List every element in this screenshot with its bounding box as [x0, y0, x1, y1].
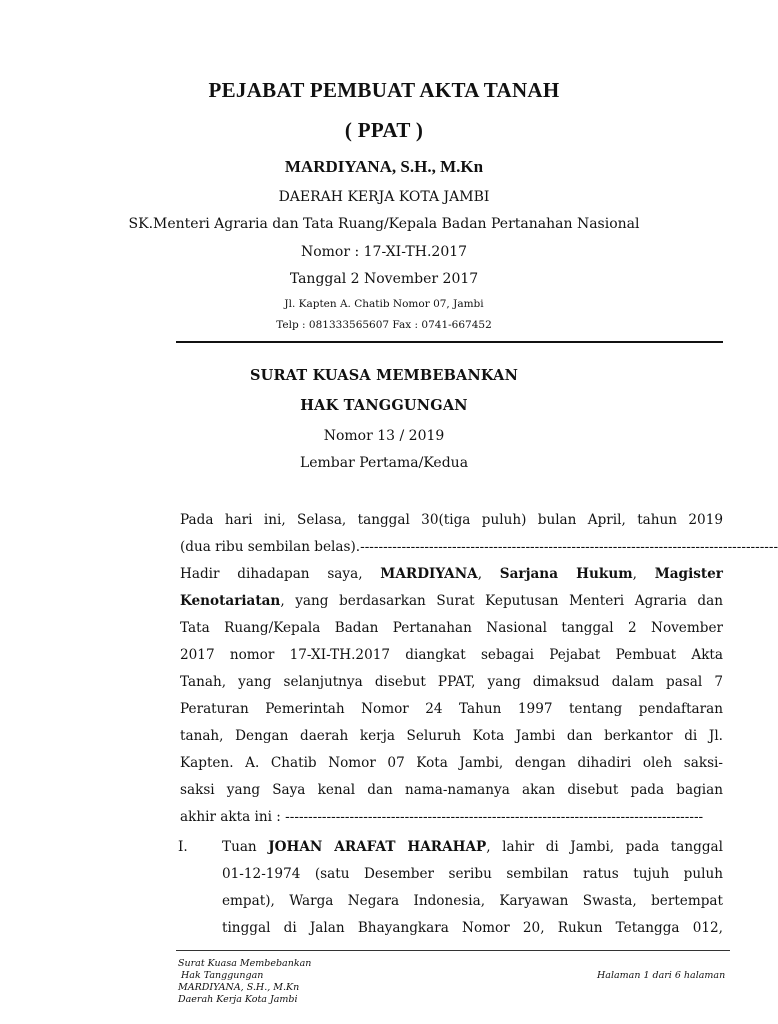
body-bold-title: Sarjana Hukum — [499, 566, 633, 582]
body-line: Peraturan Pemerintah Nomor 24 Tahun 1997 tentang pendaftaran — [180, 701, 723, 717]
party-name: JOHAN ARAFAT HARAHAP — [268, 839, 487, 855]
document-number: Nomor 13 / 2019 — [323, 428, 445, 444]
item-line: empat), Warga Negara Indonesia, Karyawan Swasta, bertempat — [222, 893, 723, 909]
body-text: , yang berdasarkan Surat Keputusan Menteri Agraria dan — [280, 593, 723, 609]
dash-filler: ------------------------------------------------------------------------------------------- — [285, 809, 704, 825]
body-text: akhir akta ini : — [180, 809, 286, 825]
header-divider — [176, 341, 723, 343]
body-line — [180, 561, 723, 588]
footer-work-area: Daerah Kerja Kota Jambi — [178, 994, 298, 1005]
body-bold-title: Magister — [654, 566, 723, 582]
item-line: tinggal di Jalan Bhayangkara Nomor 20, Rukun Tetangga 012, — [222, 920, 723, 936]
document-subtitle: HAK TANGGUNGAN — [300, 397, 468, 414]
footer-doc-title: Surat Kuasa Membebankan — [178, 958, 312, 969]
body-line: Tanah, yang selanjutnya disebut PPAT, yang dimaksud dalam pasal 7 — [180, 674, 723, 690]
body-text: , — [632, 566, 655, 582]
footer-divider — [176, 950, 730, 951]
body-line: Tata Ruang/Kepala Badan Pertanahan Nasional tanggal 2 November — [180, 620, 723, 636]
item-line: 01-12-1974 (satu Desember seribu sembilan ratus tujuh puluh — [222, 866, 723, 882]
body-line — [180, 534, 778, 561]
item-numeral: I. — [178, 839, 188, 855]
footer-doc-subtitle: Hak Tanggungan — [178, 970, 264, 981]
document-sheet: Lembar Pertama/Kedua — [299, 455, 469, 471]
body-line — [180, 588, 723, 615]
decree-number: Nomor : 17-XI-TH.2017 — [300, 244, 468, 260]
dash-filler: ------------------------------------------------------------------------------------------- — [360, 539, 778, 555]
work-area: DAERAH KERJA KOTA JAMBI — [278, 189, 490, 205]
document-title: SURAT KUASA MEMBEBANKAN — [249, 367, 519, 384]
body-text: Hadir dihadapan saya, — [180, 566, 381, 582]
footer-official-name: MARDIYANA, S.H., M.Kn — [178, 982, 300, 993]
official-name: MARDIYANA, S.H., M.Kn — [284, 157, 484, 176]
office-title: PEJABAT PEMBUAT AKTA TANAH — [208, 78, 560, 102]
footer-page-number: Halaman 1 dari 6 halaman — [597, 970, 726, 981]
office-contact: Telp : 081333565607 Fax : 0741-667452 — [276, 319, 492, 331]
body-line: tanah, Dengan daerah kerja Seluruh Kota Jambi dan berkantor di Jl. — [180, 728, 723, 744]
body-line — [180, 804, 723, 831]
item-text: , lahir di Jambi, pada tanggal — [486, 839, 723, 855]
body-text: (dua ribu sembilan belas). — [180, 539, 361, 555]
item-text: Tuan — [222, 839, 269, 855]
body-line: Pada hari ini, Selasa, tanggal 30(tiga puluh) bulan April, tahun 2019 — [180, 512, 723, 528]
body-bold-title: Kenotariatan — [180, 593, 281, 609]
office-address: Jl. Kapten A. Chatib Nomor 07, Jambi — [284, 298, 484, 310]
body-line: 2017 nomor 17-XI-TH.2017 diangkat sebagai Pejabat Pembuat Akta — [180, 647, 723, 663]
body-line: Kapten. A. Chatib Nomor 07 Kota Jambi, dengan dihadiri oleh saksi- — [180, 755, 723, 771]
office-abbreviation: ( PPAT ) — [344, 118, 424, 142]
body-text: , — [477, 566, 500, 582]
item-line — [222, 834, 723, 861]
decree-line: SK.Menteri Agraria dan Tata Ruang/Kepala Badan Pertanahan Nasional — [128, 216, 640, 232]
body-bold-name: MARDIYANA — [380, 566, 478, 582]
decree-date: Tanggal 2 November 2017 — [289, 271, 479, 287]
body-line: saksi yang Saya kenal dan nama-namanya akan disebut pada bagian — [180, 782, 723, 798]
